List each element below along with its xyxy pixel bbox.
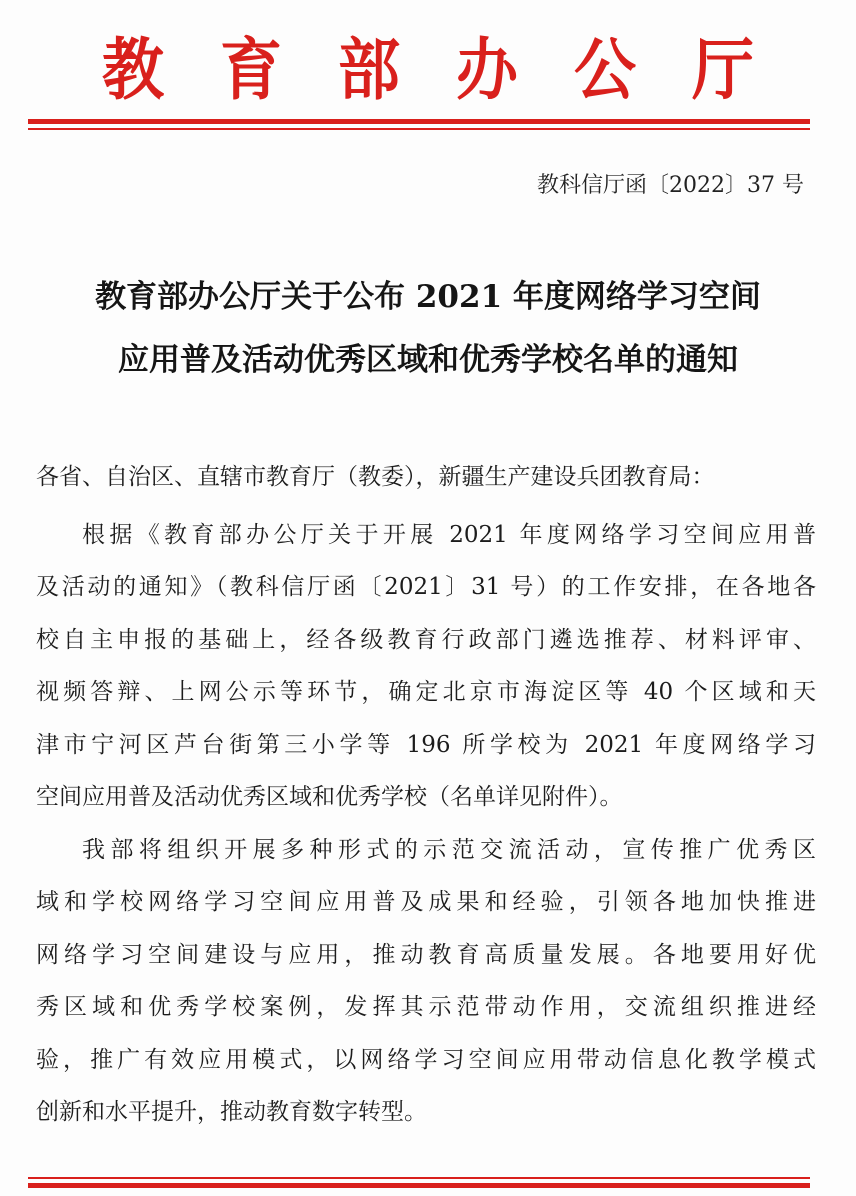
paragraph-line: 秀区域和优秀学校案例，发挥其示范带动作用，交流组织推进经 — [36, 994, 816, 1020]
header-divider-thin — [28, 128, 810, 130]
paragraph-line: 根据《教育部办公厅关于开展 2021 年度网络学习空间应用普 — [82, 522, 816, 548]
header-char: 教 — [101, 29, 164, 109]
issuing-authority-header — [0, 18, 856, 110]
paragraph-line: 网络学习空间建设与应用，推动教育高质量发展。各地要用好优 — [36, 942, 816, 968]
paragraph-line: 域和学校网络学习空间应用普及成果和经验，引领各地加快推进 — [36, 889, 816, 915]
document-title-line-2: 应用普及活动优秀区域和优秀学校名单的通知 — [118, 342, 738, 378]
header-char: 育 — [219, 29, 282, 109]
paragraph-line: 验，推广有效应用模式，以网络学习空间应用带动信息化教学模式 — [36, 1047, 816, 1073]
header-char: 公 — [574, 29, 637, 109]
paragraph-line: 视频答辩、上网公示等环节，确定北京市海淀区等 40 个区域和天 — [36, 679, 816, 705]
header-char: 办 — [456, 29, 519, 109]
header-char: 部 — [337, 29, 400, 109]
footer-divider-thin — [28, 1177, 810, 1179]
paragraph-line: 及活动的通知》（教科信厅函〔2021〕31 号）的工作安排，在各地各 — [36, 574, 816, 600]
paragraph-line: 我部将组织开展多种形式的示范交流活动，宣传推广优秀区 — [82, 837, 816, 863]
paragraph-line: 校自主申报的基础上，经各级教育行政部门遴选推荐、材料评审、 — [36, 627, 816, 653]
header-char: 厅 — [692, 29, 755, 109]
paragraph-line: 津市宁河区芦台街第三小学等 196 所学校为 2021 年度网络学习 — [36, 732, 816, 758]
salutation: 各省、自治区、直辖市教育厅（教委），新疆生产建设兵团教育局： — [36, 464, 715, 490]
document-title-line-1: 教育部办公厅关于公布 2021 年度网络学习空间 — [95, 279, 761, 315]
document-number: 教科信厅函〔2022〕37 号 — [537, 173, 804, 198]
paragraph-line: 空间应用普及活动优秀区域和优秀学校（名单详见附件）。 — [36, 784, 623, 810]
header-divider-thick — [28, 119, 810, 124]
paragraph-line: 创新和水平提升，推动教育数字转型。 — [36, 1099, 427, 1125]
footer-divider-thick — [28, 1183, 810, 1188]
